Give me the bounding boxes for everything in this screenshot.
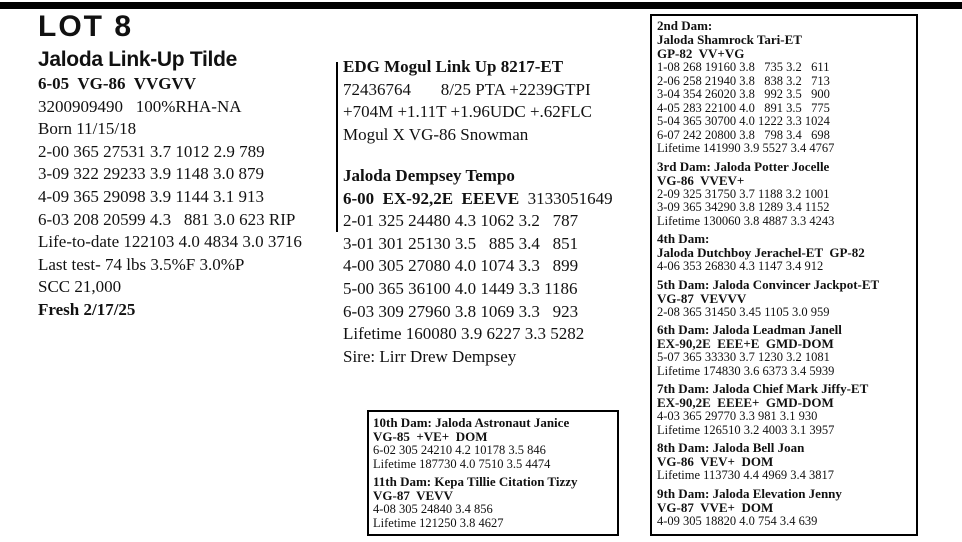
production-record: 6-02 305 24210 4.2 10178 3.5 846 [373, 443, 546, 457]
production-record: 3-09 365 34290 3.8 1289 3.4 1152 [657, 200, 830, 214]
production-record: Lifetime 130060 3.8 4887 3.3 4243 [657, 213, 835, 228]
dam-line [343, 323, 613, 346]
dam-line [343, 346, 613, 369]
record-line [38, 141, 302, 164]
record-line-text: 6-05 VG-86 VVGVV [38, 74, 197, 93]
production-record: 4-08 305 24840 3.4 856 [373, 502, 493, 516]
dam-line-text: Lifetime 160080 3.9 6227 3.3 5282 [343, 324, 585, 344]
record-line [38, 118, 302, 141]
dam-heading: 11th Dam: Kepa Tillie Citation Tizzy [373, 474, 578, 489]
record-line-text: 4-09 365 29098 3.9 1144 3.1 913 [38, 186, 265, 206]
dam-line [343, 278, 613, 301]
production-record: 6-07 242 20800 3.8 798 3.4 698 [657, 127, 830, 142]
pedigree-divider [336, 62, 338, 232]
record-line-text: Life-to-date 122103 4.0 4834 3.0 3716 [38, 232, 302, 252]
animal-record [38, 73, 302, 322]
production-record: 4-09 305 18820 4.0 754 3.4 639 [657, 513, 818, 528]
dam-heading: 6th Dam: Jaloda Leadman Janell [657, 322, 842, 337]
dam-line [343, 233, 613, 256]
record-line-text: 6-03 208 20599 4.3 881 3.0 623 RIP [38, 209, 296, 229]
sire-line-text: 72436764 8/25 PTA +2239GTPI [343, 79, 591, 99]
record-line [38, 96, 302, 119]
dam-heading: 5th Dam: Jaloda Convincer Jackpot-ET [657, 276, 880, 292]
production-record: 5-07 365 33330 3.7 1230 3.2 1081 [657, 350, 830, 364]
production-record: 5-04 365 30700 4.0 1222 3.3 1024 [657, 114, 830, 128]
production-record: Lifetime 126510 3.2 4003 3.1 3957 [657, 422, 835, 437]
dam-line-text: Sire: Lirr Drew Dempsey [343, 346, 517, 366]
record-line [38, 209, 302, 232]
dam-heading: EX-90,2E EEEE+ GMD-DOM [657, 395, 834, 410]
dam-heading: 8th Dam: Jaloda Bell Joan [657, 440, 805, 455]
dam-heading: GP-82 VV+VG [657, 46, 745, 61]
dam-heading: 10th Dam: Jaloda Astronaut Janice [373, 415, 570, 430]
production-record: Lifetime 141990 3.9 5527 3.4 4767 [657, 141, 835, 155]
dam-line-text: Jaloda Dempsey Tempo [343, 166, 515, 185]
animal-name: Jaloda Link-Up Tilde [38, 48, 237, 71]
production-record: Lifetime 187730 4.0 7510 3.5 4474 [373, 456, 551, 471]
production-record: 4-06 353 26830 4.3 1147 3.4 912 [657, 259, 824, 273]
dam-line-text: 3-01 301 25130 3.5 885 3.4 851 [343, 233, 579, 253]
dam-heading: VG-86 VEV+ DOM [657, 454, 774, 469]
sire-line-text: +704M +1.11T +1.96UDC +.62FLC [343, 102, 592, 122]
production-record: 3-04 354 26020 3.8 992 3.5 900 [657, 87, 830, 101]
sire-line [343, 124, 592, 147]
dam-line [343, 301, 613, 324]
dam-line [343, 165, 613, 188]
dam-block [343, 165, 613, 368]
production-record: Lifetime 121250 3.8 4627 [373, 515, 504, 530]
record-line-text: SCC 21,000 [38, 277, 122, 297]
record-line [38, 276, 302, 299]
dam-heading: EX-90,2E EEE+E GMD-DOM [657, 336, 834, 351]
dam-line [343, 255, 613, 278]
record-line [38, 231, 302, 254]
dam-heading: VG-87 VEVVV [657, 290, 747, 306]
dam-lineage-box [650, 14, 918, 536]
production-record: Lifetime 113730 4.4 4969 3.4 3817 [657, 468, 834, 482]
record-line [38, 254, 302, 277]
sire-line [343, 56, 592, 79]
dam-heading: 7th Dam: Jaloda Chief Mark Jiffy-ET [657, 381, 869, 396]
record-line-text: Born 11/15/18 [38, 119, 137, 139]
registration-number: 3133051649 [519, 188, 613, 208]
record-line [38, 186, 302, 209]
production-record: Lifetime 174830 3.6 6373 3.4 5939 [657, 363, 835, 378]
lot-number: LOT 8 [38, 10, 134, 43]
dam-line-text: 5-00 365 36100 4.0 1449 3.3 1186 [343, 278, 578, 298]
production-record: 2-09 325 31750 3.7 1188 3.2 1001 [657, 186, 830, 201]
dam-line-text: 6-03 309 27960 3.8 1069 3.3 923 [343, 301, 579, 321]
record-line-text: Last test- 74 lbs 3.5%F 3.0%P [38, 254, 245, 274]
record-line-text: 3200909490 100%RHA-NA [38, 96, 242, 116]
sire-line-text: EDG Mogul Link Up 8217-ET [343, 57, 564, 76]
record-line [38, 73, 302, 96]
dam-heading: VG-87 VVE+ DOM [657, 499, 774, 515]
sire-line-text: Mogul X VG-86 Snowman [343, 124, 529, 144]
record-line-text: 2-00 365 27531 3.7 1012 2.9 789 [38, 141, 265, 161]
dam-heading: Jaloda Shamrock Tari-ET [657, 32, 802, 47]
sire-line [343, 101, 592, 124]
production-record: 2-06 258 21940 3.8 838 3.2 713 [657, 73, 830, 88]
production-record: 1-08 268 19160 3.8 735 3.2 611 [657, 60, 830, 74]
dam-heading: 3rd Dam: Jaloda Potter Jocelle [657, 158, 830, 174]
dam-heading: VG-85 +VE+ DOM [373, 429, 488, 444]
production-record: 2-08 365 31450 3.45 1105 3.0 959 [657, 304, 830, 319]
production-record: 4-05 283 22100 4.0 891 3.5 775 [657, 100, 830, 115]
dam-line-text: 6-00 EX-92,2E EEEVE [343, 188, 520, 208]
dam-heading: VG-86 VVEV+ [657, 172, 745, 188]
top-rule [0, 2, 962, 9]
dam-line-text: 2-01 325 24480 4.3 1062 3.2 787 [343, 211, 579, 231]
dam-line-text: 4-00 305 27080 4.0 1074 3.3 899 [343, 256, 579, 276]
dam-heading: VG-87 VEVV [373, 488, 453, 503]
sire-line [343, 79, 592, 102]
dam-heading: 9th Dam: Jaloda Elevation Jenny [657, 485, 842, 501]
dam-line [343, 210, 613, 233]
record-line-text: Fresh 2/17/25 [38, 299, 136, 319]
sire-block [343, 56, 592, 146]
record-line-text: 3-09 322 29233 3.9 1148 3.0 879 [38, 164, 265, 184]
production-record: 4-03 365 29770 3.3 981 3.1 930 [657, 409, 818, 423]
extended-dam-lineage-box [367, 410, 619, 536]
dam-heading: 4th Dam: [657, 231, 710, 246]
dam-heading: Jaloda Dutchboy Jerachel-ET GP-82 [657, 245, 865, 260]
record-line [38, 299, 302, 322]
record-line [38, 163, 302, 186]
dam-heading: 2nd Dam: [657, 18, 713, 33]
dam-line [343, 188, 613, 211]
